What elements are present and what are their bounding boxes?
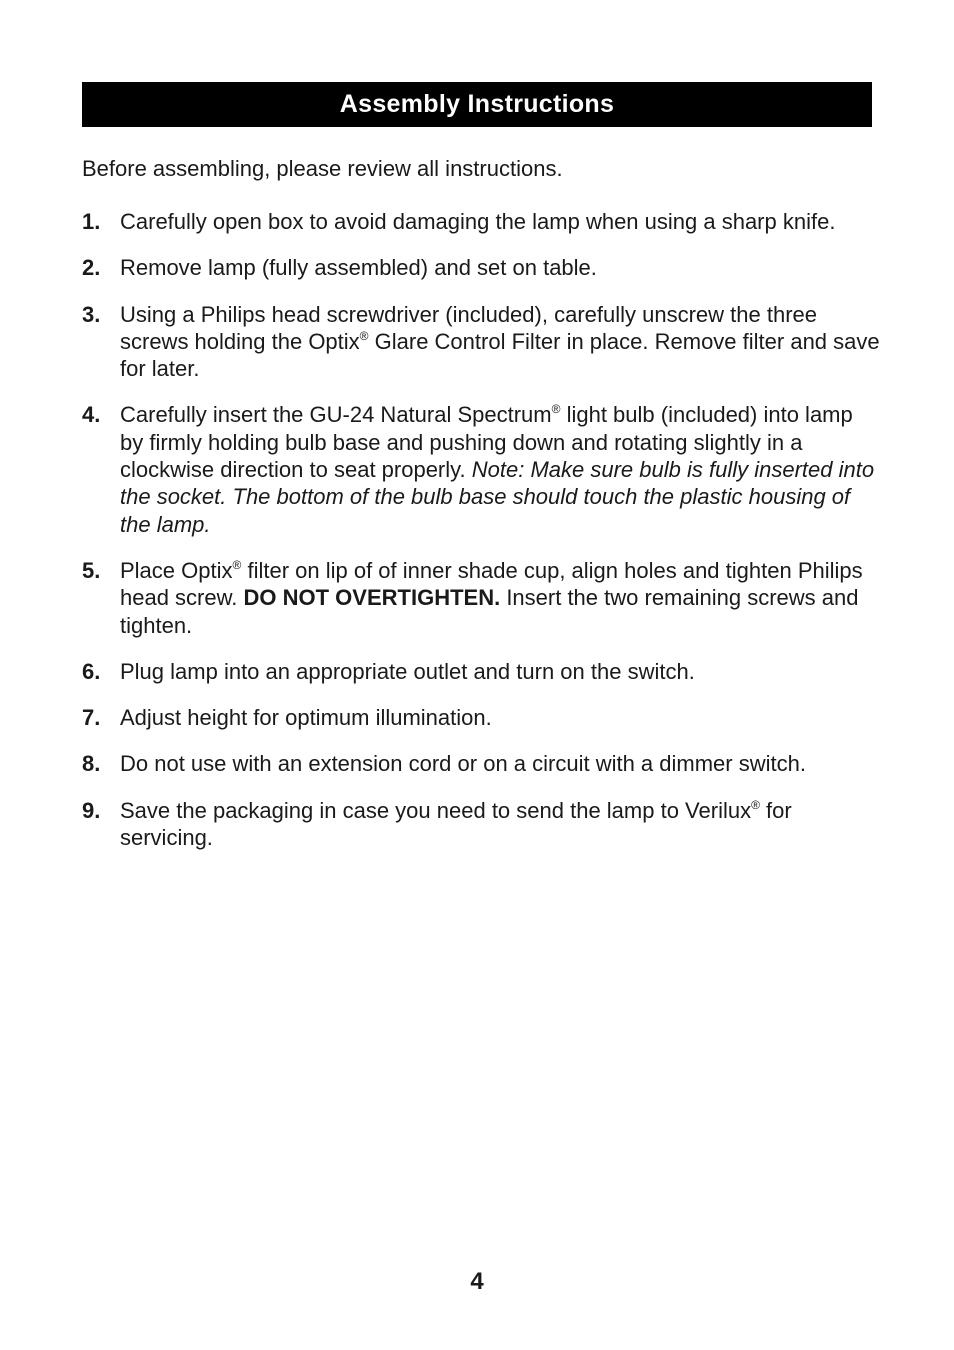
- instruction-step-9: [82, 797, 882, 852]
- registered-mark: ®: [751, 797, 760, 812]
- registered-mark: ®: [551, 402, 561, 417]
- step-number: 6.: [82, 658, 101, 684]
- instruction-list: [82, 208, 882, 870]
- page-title: Assembly Instructions: [339, 90, 615, 118]
- step-number: 3.: [82, 301, 101, 327]
- page-number: 4: [470, 1268, 484, 1295]
- step-number: 2.: [82, 255, 101, 281]
- step-text: light bulb (included) into lamp by firmly holding bulb base and pushing down and rotating slightly in a clockwise direction to seat properly.: [120, 402, 853, 483]
- instruction-step-4: [82, 401, 882, 537]
- step-text: filter on lip of of inner shade cup, align holes and tighten Philips head screw.: [120, 557, 863, 611]
- instruction-step-8: [82, 750, 882, 777]
- instruction-step-1: [82, 208, 882, 235]
- step-text: Adjust height for optimum illumination.: [120, 705, 492, 731]
- step-text: Remove lamp (fully assembled) and set on table.: [120, 255, 597, 281]
- section-header-bar: [82, 82, 872, 127]
- step-warning: DO NOT OVERTIGHTEN.: [243, 585, 501, 611]
- registered-mark: ®: [232, 557, 242, 572]
- step-number: 9.: [82, 797, 101, 823]
- instruction-step-3: [82, 301, 882, 383]
- step-number: 7.: [82, 705, 101, 731]
- instruction-step-7: [82, 704, 882, 731]
- step-number: 1.: [82, 209, 101, 234]
- intro-text: Before assembling, please review all instructions.: [82, 156, 563, 181]
- instruction-step-2: [82, 254, 882, 281]
- step-text: Carefully open box to avoid damaging the lamp when using a sharp knife.: [120, 209, 836, 234]
- step-note: Note: Make sure bulb is fully inserted into the socket. The bottom of the bulb base should touch the plastic housing of the lamp.: [120, 457, 875, 537]
- step-text: for servicing.: [120, 797, 792, 851]
- instruction-step-5: [82, 557, 882, 639]
- step-text: Save the packaging in case you need to send the lamp to Verilux: [120, 797, 752, 823]
- step-number: 8.: [82, 751, 101, 777]
- step-text: Place Optix: [120, 557, 233, 583]
- step-text: Insert the two remaining screws and tighten.: [120, 585, 859, 638]
- step-text: Glare Control Filter in place. Remove filter and save for later.: [120, 328, 880, 382]
- step-number: 4.: [82, 402, 101, 428]
- step-number: 5.: [82, 557, 101, 583]
- step-text: Do not use with an extension cord or on a circuit with a dimmer switch.: [120, 751, 806, 777]
- step-text: Carefully insert the GU-24 Natural Spectrum: [120, 402, 552, 428]
- step-text: Plug lamp into an appropriate outlet and turn on the switch.: [120, 658, 695, 684]
- step-text: Using a Philips head screwdriver (included), carefully unscrew the three screws holding the Optix: [120, 301, 817, 354]
- instruction-step-6: [82, 658, 882, 685]
- registered-mark: ®: [359, 328, 369, 343]
